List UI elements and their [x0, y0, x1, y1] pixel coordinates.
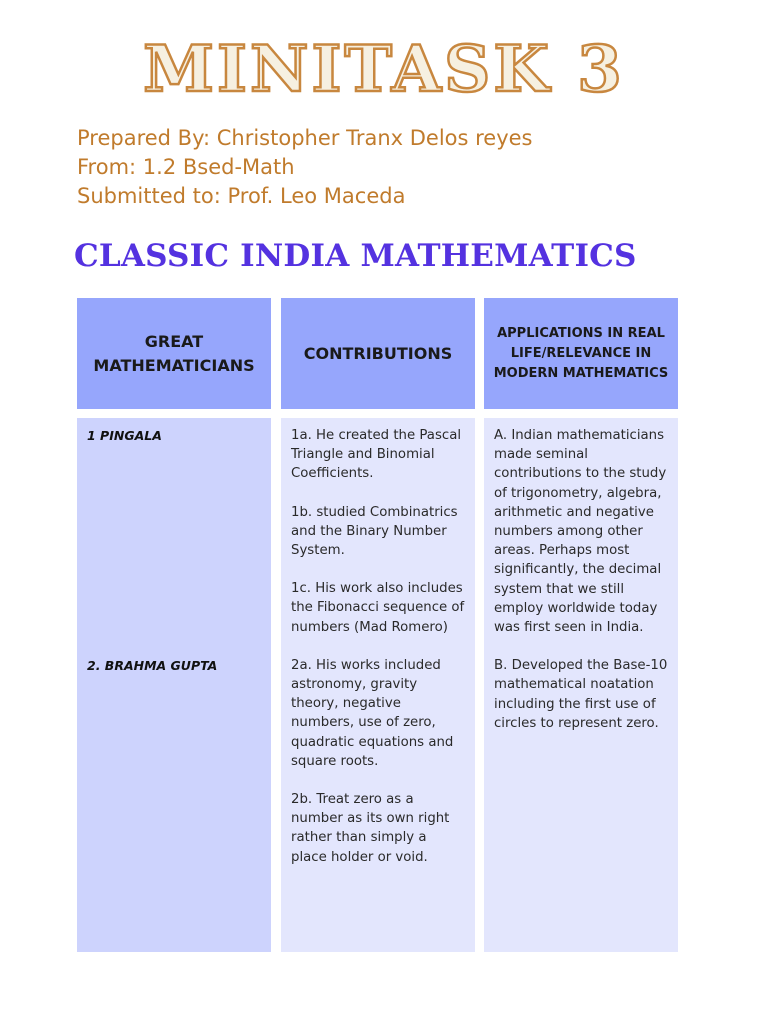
contribution-text: 2a. His works included astronomy, gravity theory, negative numbers, use of zero, quadratic equations and square roots.	[291, 657, 454, 769]
column-mathematicians	[77, 298, 271, 673]
from-section: From: 1.2 Bsed-Math	[77, 155, 295, 179]
page-title: MINITASK 3	[143, 32, 625, 107]
mathematicians-cell	[77, 418, 271, 952]
column-contributions	[281, 298, 475, 865]
contribution-text: 1b. studied Combinatrics and the Binary Number System.	[291, 504, 458, 559]
contribution-text: 2b. Treat zero as a number as its own right rather than simply a place holder or void.	[291, 792, 450, 865]
applications-cell	[484, 418, 678, 952]
header-cell-contributions: CONTRIBUTIONS	[281, 298, 475, 409]
submitted-to: Submitted to: Prof. Leo Maceda	[77, 184, 406, 208]
application-text: A. Indian mathematicians made seminal contributions to the study of trigonometry, algebra, arithmetic and negative numbers among other areas. Perhaps most significantly, the decimal system that we still employ worldwide today was first seen in India.	[494, 428, 667, 636]
contributions-cell	[281, 418, 475, 952]
section-title: CLASSIC INDIA MATHEMATICS	[74, 238, 637, 274]
contribution-text: 1a. He created the Pascal Triangle and Binomial Coefficients.	[291, 428, 462, 482]
document-info	[77, 124, 533, 211]
application-text: B. Developed the Base-10 mathematical noatation including the first use of circles to represent zero.	[494, 658, 668, 731]
header-cell-mathematicians: GREAT MATHEMATICIANS	[77, 298, 271, 409]
mathematician-name: 2. BRAHMA GUPTA	[87, 658, 218, 673]
mathematician-name: 1 PINGALA	[87, 428, 162, 443]
contribution-text: 1c. His work also includes the Fibonacci sequence of numbers (Mad Romero)	[291, 581, 465, 635]
header-cell-applications: APPLICATIONS IN REAL LIFE/RELEVANCE IN MODERN MATHEMATICS	[484, 298, 678, 409]
column-applications	[484, 298, 678, 731]
prepared-by: Prepared By: Christopher Tranx Delos reyes	[77, 126, 533, 150]
